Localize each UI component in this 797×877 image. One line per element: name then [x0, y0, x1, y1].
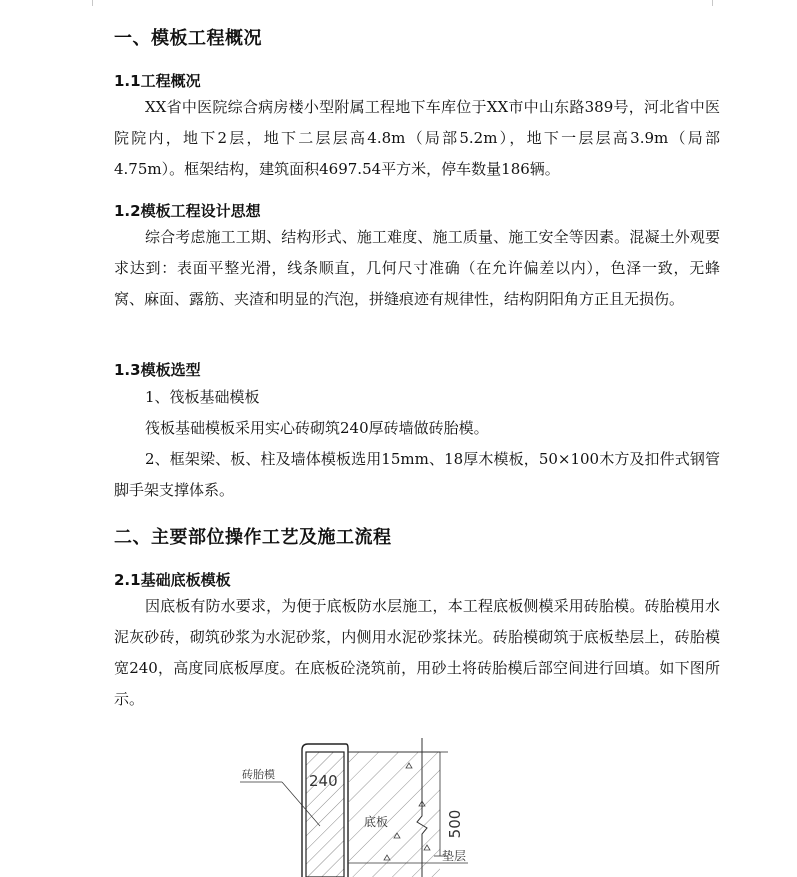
section1-2-heading: 1.2模板工程设计思想 — [114, 202, 261, 220]
section1-3-item1: 1、筏板基础模板 — [145, 388, 260, 406]
brick-wall-shape — [306, 752, 344, 877]
cushion-label: 垫层 — [442, 849, 467, 863]
section1-2-paragraph: 综合考虑施工工期、结构形式、施工难度、施工质量、施工安全等因素。混凝土外观要求达到：表面平整光滑，线条顺直，几何尺寸准确（在允许偏差以内），色泽一致，无蜂窝、麻面、露筋、夹渣和明显的汽泡，拼缝痕迹有规律性，结构阴阳角方正且无损伤。 — [114, 228, 720, 308]
slab-shape — [348, 752, 440, 877]
section1-heading: 一、模板工程概况 — [114, 28, 262, 49]
section2-heading: 二、主要部位操作工艺及施工流程 — [114, 527, 392, 548]
section1-1-heading: 1.1工程概况 — [114, 72, 201, 90]
section1-1-paragraph: XX省中医院综合病房楼小型附属工程地下车库位于XX市中山东路389号，河北省中医院院内，地下2层，地下二层层高4.8m（局部5.2m），地下一层层高3.9m（局部4.75m）。框架结构，建筑面积4697.54平方米，停车数量186辆。 — [114, 98, 720, 178]
dimension-height-label: 500 — [446, 809, 464, 839]
page-corner-mark-left — [84, 0, 93, 6]
brick-formwork-figure — [234, 738, 494, 877]
wall-width-label: 240 — [309, 772, 338, 790]
section2-1-paragraph: 因底板有防水要求，为便于底板防水层施工，本工程底板侧模采用砖胎模。砖胎模用水泥灰砂砖，砌筑砂浆为水泥砂浆，内侧用水泥砂浆抹光。砖胎模砌筑于底板垫层上，砖胎模宽240，高度同底板厚度。在底板砼浇筑前，用砂土将砖胎模后部空间进行回填。如下图所示。 — [114, 597, 720, 708]
section1-3-item2-text: 2、框架梁、板、柱及墙体模板选用15mm、18厚木模板，50×100木方及扣件式钢管脚手架支撑体系。 — [114, 450, 720, 499]
section2-1-heading: 2.1基础底板模板 — [114, 571, 231, 589]
section1-3-heading: 1.3模板选型 — [114, 361, 201, 379]
section1-3-item1-text: 筏板基础模板采用实心砖砌筑240厚砖墙做砖胎模。 — [145, 419, 489, 437]
slab-label: 底板 — [364, 815, 389, 829]
brick-formwork-label: 砖胎模 — [242, 768, 275, 781]
page-corner-mark-right — [712, 0, 721, 6]
